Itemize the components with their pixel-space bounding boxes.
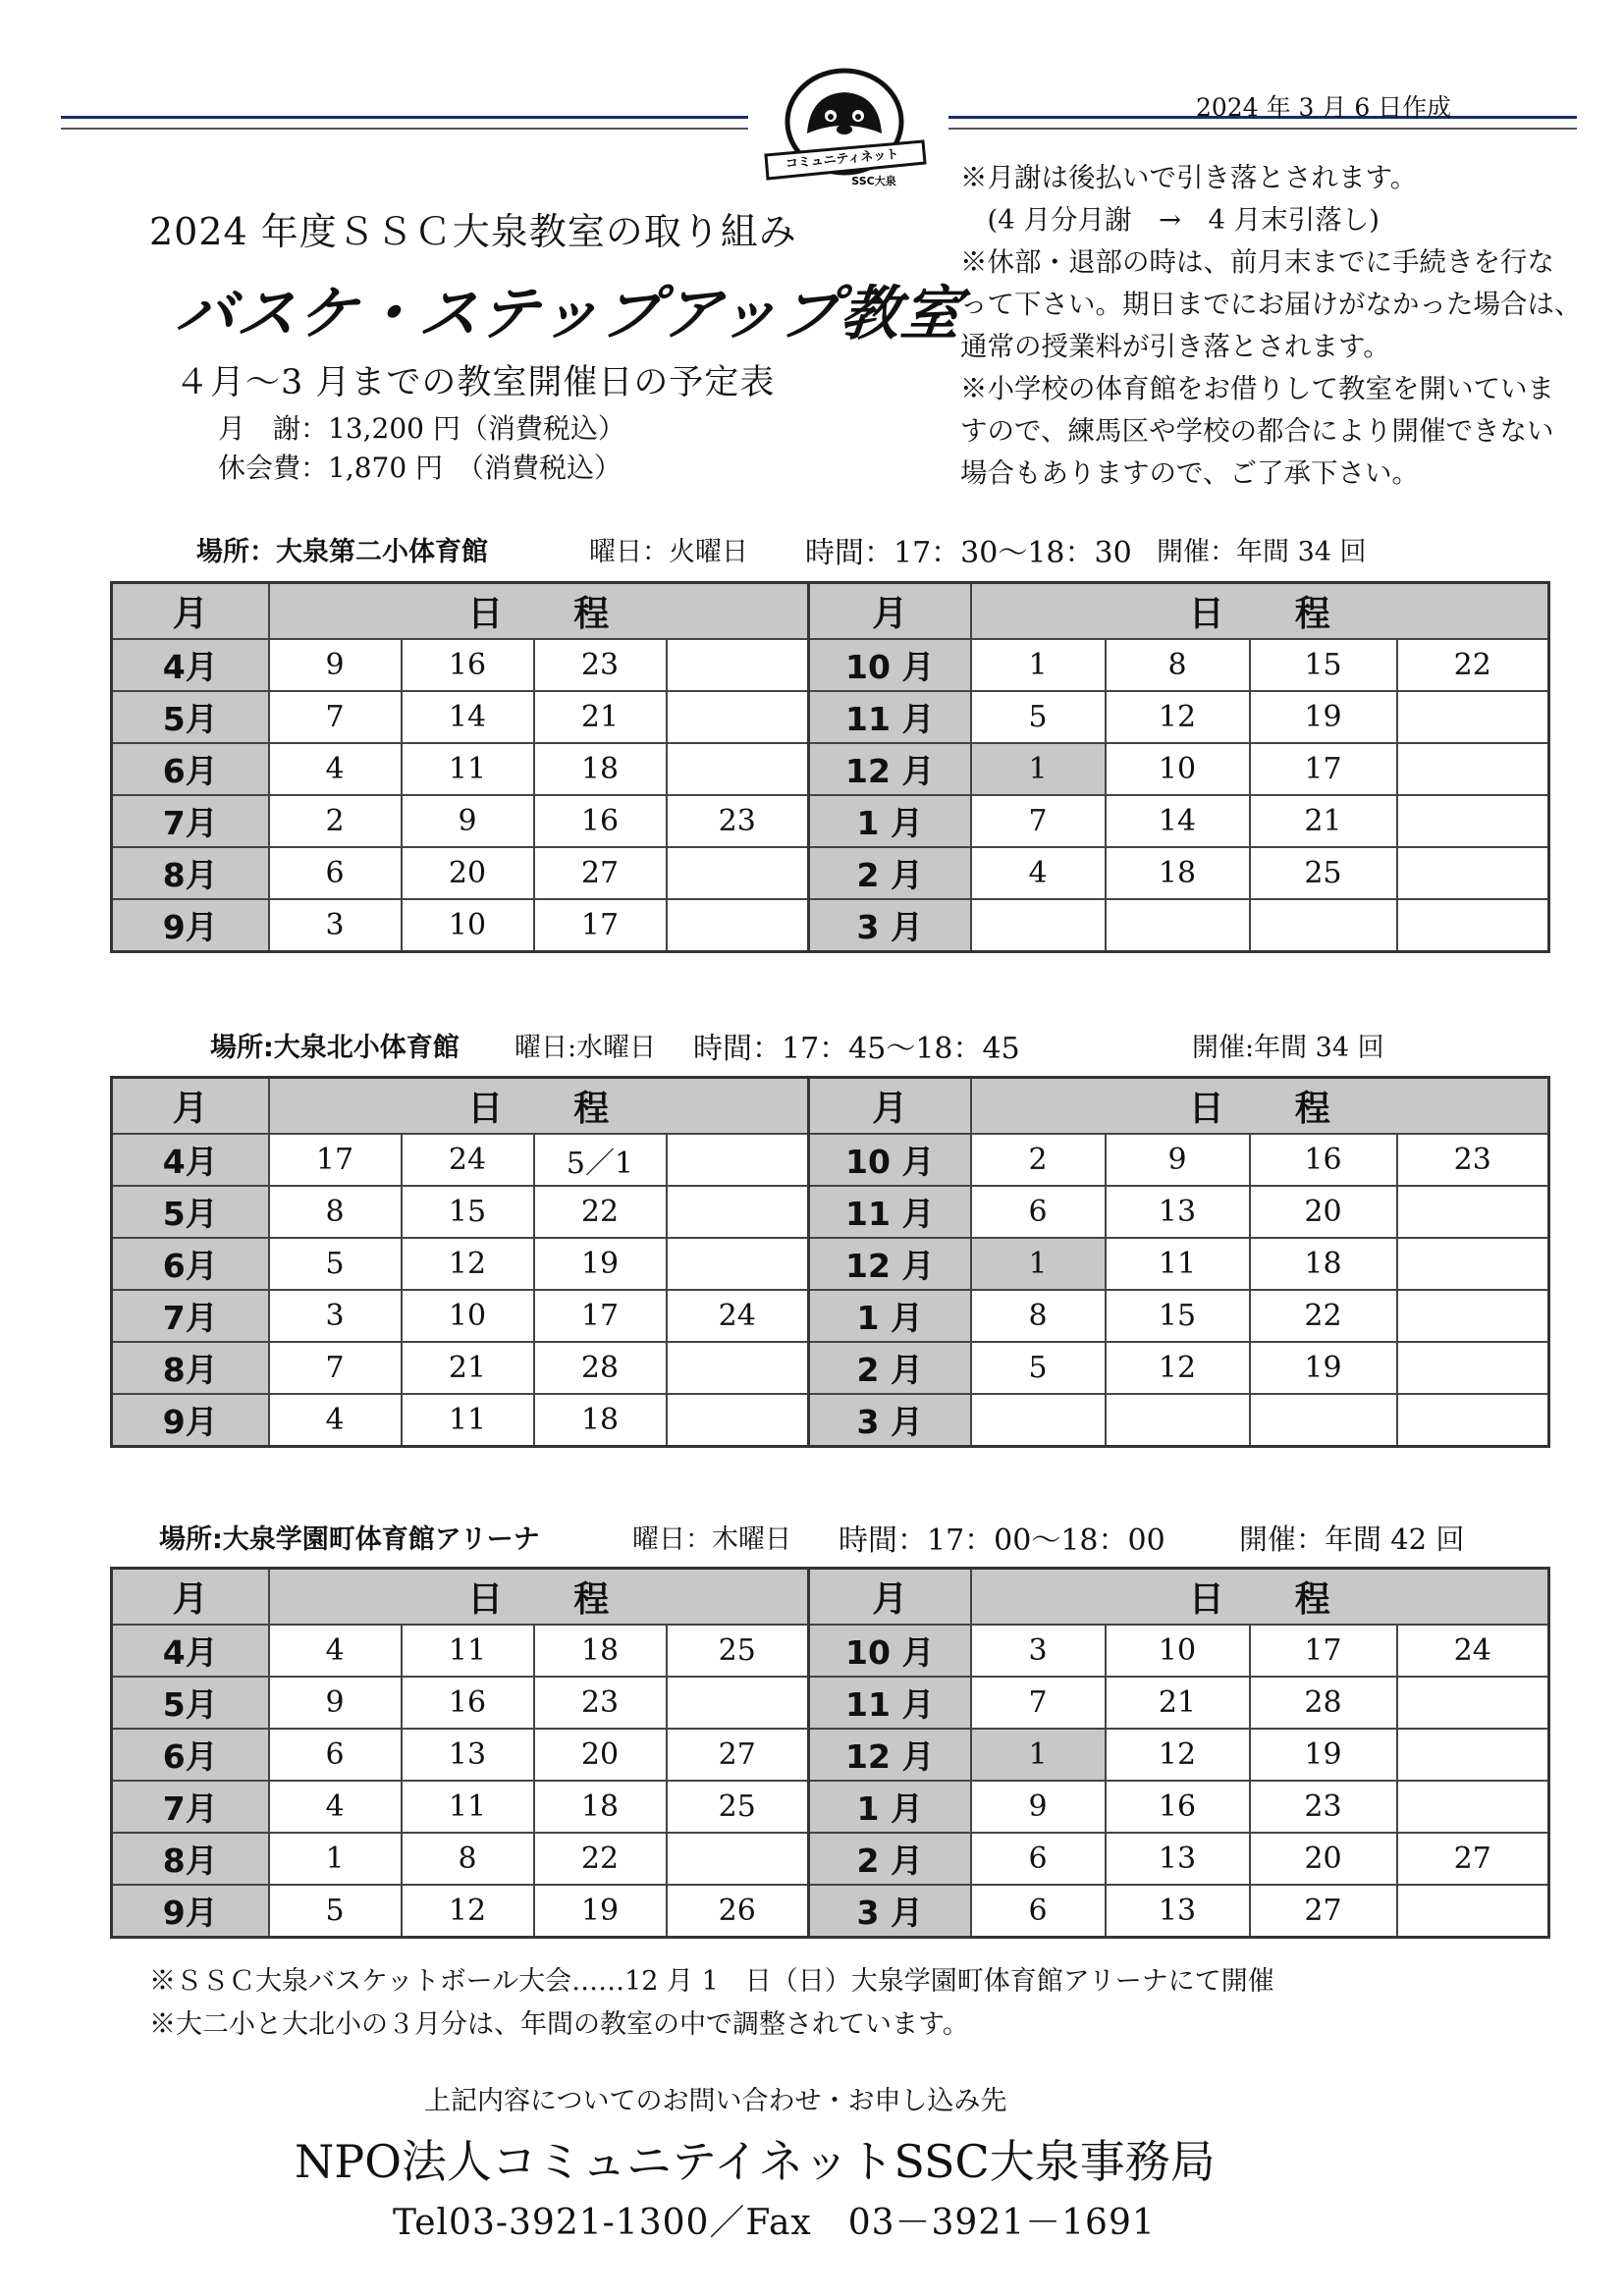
footnote: ※大二小と大北小の３月分は、年間の教室の中で調整されています。 — [149, 2009, 969, 2040]
month-cell: 3 月 — [809, 899, 971, 952]
schedule-heading: ４月～3 月までの教室開催日の予定表 — [175, 363, 776, 402]
date-cell: 14 — [1106, 795, 1250, 847]
date-cell: 8 — [971, 1290, 1106, 1342]
date-cell: 11 — [402, 743, 534, 795]
venue-3-count: 開催：年間 42 回 — [1239, 1522, 1465, 1556]
venue-name: 場所：大泉第二小体育館 — [196, 537, 488, 567]
date-cell: 6 — [971, 1186, 1106, 1238]
date-cell: 15 — [1106, 1290, 1250, 1342]
date-cell — [1397, 1781, 1549, 1833]
month-header: 月 — [112, 1569, 269, 1626]
date-cell — [1397, 847, 1549, 899]
date-cell — [971, 899, 1106, 952]
date-cell: 1 — [971, 1238, 1106, 1290]
month-cell: 11 月 — [809, 1186, 971, 1238]
date-cell: 5 — [269, 1885, 402, 1938]
table-row — [112, 1342, 1549, 1394]
month-cell: 8月 — [112, 1833, 269, 1885]
date-cell: 13 — [1106, 1885, 1250, 1938]
logo-text-top: コミュニティネット — [785, 146, 899, 173]
month-cell: 2 月 — [809, 847, 971, 899]
date-cell: 3 — [269, 1290, 402, 1342]
date-cell — [667, 1134, 809, 1186]
date-cell: 17 — [1250, 743, 1397, 795]
date-cell: 7 — [971, 795, 1106, 847]
date-cell: 23 — [1397, 1134, 1549, 1186]
month-cell: 1 月 — [809, 1781, 971, 1833]
date-cell: 28 — [1250, 1677, 1397, 1729]
date-cell: 25 — [667, 1625, 809, 1677]
month-header: 月 — [112, 583, 269, 640]
date-cell: 22 — [534, 1833, 667, 1885]
created-date: 2024 年 3 月 6 日作成 — [1196, 93, 1452, 122]
month-cell: 5月 — [112, 1186, 269, 1238]
date-cell: 10 — [402, 899, 534, 952]
date-cell: 9 — [1106, 1134, 1250, 1186]
date-cell: 4 — [269, 1781, 402, 1833]
month-cell: 5月 — [112, 1677, 269, 1729]
venue-name: 場所:大泉北小体育館 — [210, 1033, 460, 1063]
venue-3-day: 曜日：木曜日 — [632, 1524, 791, 1555]
table-row — [112, 1134, 1549, 1186]
date-cell: 19 — [1250, 691, 1397, 743]
venue-2-count: 開催:年間 34 回 — [1192, 1033, 1384, 1063]
date-cell — [1250, 899, 1397, 952]
date-cell: 21 — [402, 1342, 534, 1394]
table-row — [112, 847, 1549, 899]
date-cell: 24 — [1397, 1625, 1549, 1677]
date-cell: 18 — [534, 743, 667, 795]
venue-1-day: 曜日：火曜日 — [589, 537, 748, 567]
date-cell — [1397, 1677, 1549, 1729]
date-cell: 19 — [534, 1885, 667, 1938]
date-cell: 8 — [402, 1833, 534, 1885]
date-cell: 20 — [1250, 1833, 1397, 1885]
date-cell: 5 — [971, 691, 1106, 743]
month-cell: 7月 — [112, 795, 269, 847]
date-cell: 9 — [269, 639, 402, 691]
date-cell: 18 — [534, 1781, 667, 1833]
table-header-row — [112, 583, 1549, 640]
schedule-header: 日 程 — [269, 1078, 809, 1135]
date-cell: 16 — [402, 1677, 534, 1729]
month-cell: 2 月 — [809, 1833, 971, 1885]
date-cell: 2 — [971, 1134, 1106, 1186]
date-cell: 6 — [971, 1885, 1106, 1938]
date-cell: 17 — [534, 899, 667, 952]
date-cell: 27 — [534, 847, 667, 899]
date-cell: 11 — [402, 1625, 534, 1677]
month-cell: 12 月 — [809, 1729, 971, 1781]
date-cell — [1397, 1342, 1549, 1394]
date-cell: 27 — [1250, 1885, 1397, 1938]
contact-org: NPO法人コミュニテイネットSSC大泉事務局 — [295, 2135, 1216, 2188]
date-cell: 1 — [971, 1729, 1106, 1781]
date-cell: 21 — [1250, 795, 1397, 847]
table-row — [112, 1729, 1549, 1781]
month-cell: 12 月 — [809, 1238, 971, 1290]
month-header: 月 — [809, 1078, 971, 1135]
month-cell: 12 月 — [809, 743, 971, 795]
month-cell: 10 月 — [809, 1625, 971, 1677]
date-cell: 21 — [1106, 1677, 1250, 1729]
date-cell: 20 — [1250, 1186, 1397, 1238]
date-cell: 12 — [1106, 1729, 1250, 1781]
date-cell: 11 — [402, 1394, 534, 1447]
month-cell: 10 月 — [809, 639, 971, 691]
date-cell — [1397, 899, 1549, 952]
date-cell: 7 — [269, 1342, 402, 1394]
date-cell: 19 — [1250, 1342, 1397, 1394]
date-cell: 22 — [534, 1186, 667, 1238]
date-cell: 18 — [1250, 1238, 1397, 1290]
date-cell: 16 — [1250, 1134, 1397, 1186]
month-cell: 9月 — [112, 899, 269, 952]
table-row — [112, 795, 1549, 847]
monthly-fee: 月 謝：13,200 円（消費税込） — [218, 412, 625, 445]
date-cell: 1 — [269, 1833, 402, 1885]
table-row — [112, 1781, 1549, 1833]
date-cell: 12 — [402, 1238, 534, 1290]
recess-fee: 休会費：1,870 円 （消費税込） — [218, 452, 623, 484]
schedule-header: 日 程 — [971, 583, 1549, 640]
month-cell: 3 月 — [809, 1394, 971, 1447]
date-cell — [1397, 1186, 1549, 1238]
date-cell — [667, 847, 809, 899]
date-cell: 17 — [534, 1290, 667, 1342]
schedule-table — [110, 581, 1550, 953]
month-cell: 3 月 — [809, 1885, 971, 1938]
table-row — [112, 1186, 1549, 1238]
venue-1-time: 時間：17：30～18：30 — [805, 536, 1132, 570]
month-cell: 4月 — [112, 639, 269, 691]
date-cell: 3 — [971, 1625, 1106, 1677]
month-cell: 6月 — [112, 743, 269, 795]
date-cell: 12 — [1106, 1342, 1250, 1394]
date-cell: 23 — [1250, 1781, 1397, 1833]
schedule-header: 日 程 — [971, 1078, 1549, 1135]
month-cell: 7月 — [112, 1290, 269, 1342]
month-cell: 11 月 — [809, 691, 971, 743]
date-cell: 10 — [1106, 743, 1250, 795]
month-cell: 6月 — [112, 1729, 269, 1781]
date-cell: 26 — [667, 1885, 809, 1938]
date-cell: 10 — [1106, 1625, 1250, 1677]
date-cell — [667, 639, 809, 691]
date-cell — [1397, 1394, 1549, 1447]
date-cell: 6 — [971, 1833, 1106, 1885]
date-cell: 18 — [1106, 847, 1250, 899]
date-cell: 18 — [534, 1625, 667, 1677]
schedule-header: 日 程 — [269, 1569, 809, 1626]
date-cell: 15 — [402, 1186, 534, 1238]
month-cell: 9月 — [112, 1394, 269, 1447]
month-cell: 11 月 — [809, 1677, 971, 1729]
month-header: 月 — [809, 1569, 971, 1626]
date-cell: 27 — [667, 1729, 809, 1781]
month-header: 月 — [809, 583, 971, 640]
table-row — [112, 691, 1549, 743]
table-row — [112, 1394, 1549, 1447]
note-line: って下さい。期日までにお届けがなかった場合は、 — [960, 289, 1582, 320]
date-cell: 23 — [667, 795, 809, 847]
date-cell: 22 — [1250, 1290, 1397, 1342]
date-cell: 28 — [534, 1342, 667, 1394]
date-cell: 12 — [402, 1885, 534, 1938]
date-cell: 9 — [402, 795, 534, 847]
date-cell: 19 — [1250, 1729, 1397, 1781]
date-cell: 1 — [971, 743, 1106, 795]
date-cell — [1397, 1885, 1549, 1938]
date-cell: 4 — [971, 847, 1106, 899]
date-cell: 25 — [667, 1781, 809, 1833]
note-line: ※小学校の体育館をお借りして教室を開いていま — [960, 373, 1554, 404]
table-row — [112, 1290, 1549, 1342]
date-cell: 7 — [269, 691, 402, 743]
month-header: 月 — [112, 1078, 269, 1135]
note-line: すので、練馬区や学校の都合により開催できない — [960, 415, 1554, 447]
date-cell: 10 — [402, 1290, 534, 1342]
logo — [756, 65, 933, 192]
table-row — [112, 1677, 1549, 1729]
month-cell: 6月 — [112, 1238, 269, 1290]
table-row — [112, 899, 1549, 952]
month-cell: 5月 — [112, 691, 269, 743]
contact-phone-fax: Tel03-3921-1300／Fax 03－3921－1691 — [393, 2203, 1156, 2243]
month-cell: 9月 — [112, 1885, 269, 1938]
table-header-row — [112, 1078, 1549, 1135]
date-cell — [1397, 795, 1549, 847]
date-cell — [1397, 1729, 1549, 1781]
date-cell — [667, 1186, 809, 1238]
venue-1-count: 開催：年間 34 回 — [1157, 537, 1367, 567]
date-cell: 24 — [402, 1134, 534, 1186]
date-cell: 24 — [667, 1290, 809, 1342]
date-cell: 4 — [269, 743, 402, 795]
date-cell: 6 — [269, 1729, 402, 1781]
date-cell — [1397, 1238, 1549, 1290]
notes-block — [960, 157, 1582, 495]
date-cell — [667, 1394, 809, 1447]
date-cell: 19 — [534, 1238, 667, 1290]
table-row — [112, 1625, 1549, 1677]
date-cell: 22 — [1397, 639, 1549, 691]
date-cell — [1397, 1290, 1549, 1342]
page-title: バスケ・ステップアップ教室 — [172, 280, 966, 348]
date-cell — [1250, 1394, 1397, 1447]
month-cell: 1 月 — [809, 795, 971, 847]
month-cell: 7月 — [112, 1781, 269, 1833]
schedule-table — [110, 1076, 1550, 1448]
month-cell: 8月 — [112, 847, 269, 899]
month-cell: 4月 — [112, 1625, 269, 1677]
note-line: 通常の授業料が引き落とされます。 — [960, 331, 1390, 362]
month-cell: 4月 — [112, 1134, 269, 1186]
header-rule-left — [61, 116, 748, 130]
date-cell — [1106, 1394, 1250, 1447]
month-cell: 10 月 — [809, 1134, 971, 1186]
date-cell: 6 — [269, 847, 402, 899]
month-cell: 2 月 — [809, 1342, 971, 1394]
table-row — [112, 1885, 1549, 1938]
venue-1 — [196, 530, 488, 568]
date-cell: 21 — [534, 691, 667, 743]
date-cell: 12 — [1106, 691, 1250, 743]
date-cell: 25 — [1250, 847, 1397, 899]
table-row — [112, 639, 1549, 691]
date-cell: 18 — [534, 1394, 667, 1447]
note-line: (4 月分月謝 → 4 月末引落し) — [960, 204, 1380, 236]
date-cell: 23 — [534, 1677, 667, 1729]
venue-3-time: 時間：17：00～18：00 — [839, 1523, 1165, 1558]
date-cell — [667, 1342, 809, 1394]
date-cell: 7 — [971, 1677, 1106, 1729]
date-cell: 4 — [269, 1394, 402, 1447]
date-cell: 14 — [402, 691, 534, 743]
date-cell: 5／1 — [534, 1134, 667, 1186]
schedule-table — [110, 1567, 1550, 1939]
date-cell: 15 — [1250, 639, 1397, 691]
date-cell: 27 — [1397, 1833, 1549, 1885]
date-cell: 9 — [971, 1781, 1106, 1833]
date-cell: 13 — [402, 1729, 534, 1781]
month-cell: 8月 — [112, 1342, 269, 1394]
table-row — [112, 743, 1549, 795]
date-cell: 11 — [402, 1781, 534, 1833]
contact-heading: 上記内容についてのお問い合わせ・お申し込み先 — [424, 2086, 1007, 2116]
venue-2-time: 時間：17：45～18：45 — [693, 1032, 1020, 1066]
date-cell: 13 — [1106, 1833, 1250, 1885]
date-cell — [1397, 743, 1549, 795]
table-header-row — [112, 1569, 1549, 1626]
date-cell — [971, 1394, 1106, 1447]
date-cell: 5 — [971, 1342, 1106, 1394]
footnote: ※ＳＳＣ大泉バスケットボール大会……12 月 1 日（日）大泉学園町体育館アリーナにて開催 — [149, 1966, 1274, 1997]
date-cell: 8 — [1106, 639, 1250, 691]
schedule-header: 日 程 — [971, 1569, 1549, 1626]
date-cell — [667, 1677, 809, 1729]
logo-text-bottom: SSC大泉 — [851, 175, 896, 187]
date-cell: 17 — [269, 1134, 402, 1186]
month-cell: 1 月 — [809, 1290, 971, 1342]
date-cell: 16 — [402, 639, 534, 691]
date-cell — [1106, 899, 1250, 952]
date-cell: 5 — [269, 1238, 402, 1290]
schedule-header: 日 程 — [269, 583, 809, 640]
date-cell: 16 — [1106, 1781, 1250, 1833]
date-cell: 1 — [971, 639, 1106, 691]
note-line: ※休部・退部の時は、前月末までに手続きを行な — [960, 246, 1554, 278]
venue-name: 場所:大泉学園町体育館アリーナ — [159, 1524, 540, 1555]
date-cell: 3 — [269, 899, 402, 952]
date-cell: 2 — [269, 795, 402, 847]
venue-2-day: 曜日:水曜日 — [514, 1033, 657, 1063]
date-cell — [1397, 691, 1549, 743]
date-cell — [667, 1238, 809, 1290]
note-line: 場合もありますので、ご了承下さい。 — [960, 457, 1419, 489]
venue-3 — [159, 1518, 540, 1556]
date-cell — [667, 899, 809, 952]
date-cell — [667, 1833, 809, 1885]
date-cell: 16 — [534, 795, 667, 847]
venue-2 — [210, 1026, 460, 1064]
date-cell: 9 — [269, 1677, 402, 1729]
date-cell — [667, 691, 809, 743]
date-cell: 4 — [269, 1625, 402, 1677]
date-cell — [667, 743, 809, 795]
note-line: ※月謝は後払いで引き落とされます。 — [960, 162, 1418, 193]
date-cell: 23 — [534, 639, 667, 691]
date-cell: 11 — [1106, 1238, 1250, 1290]
date-cell: 8 — [269, 1186, 402, 1238]
date-cell: 20 — [402, 847, 534, 899]
date-cell: 20 — [534, 1729, 667, 1781]
table-row — [112, 1833, 1549, 1885]
page-subtitle: 2024 年度ＳＳＣ大泉教室の取り組み — [149, 210, 797, 253]
date-cell: 17 — [1250, 1625, 1397, 1677]
table-row — [112, 1238, 1549, 1290]
date-cell: 13 — [1106, 1186, 1250, 1238]
